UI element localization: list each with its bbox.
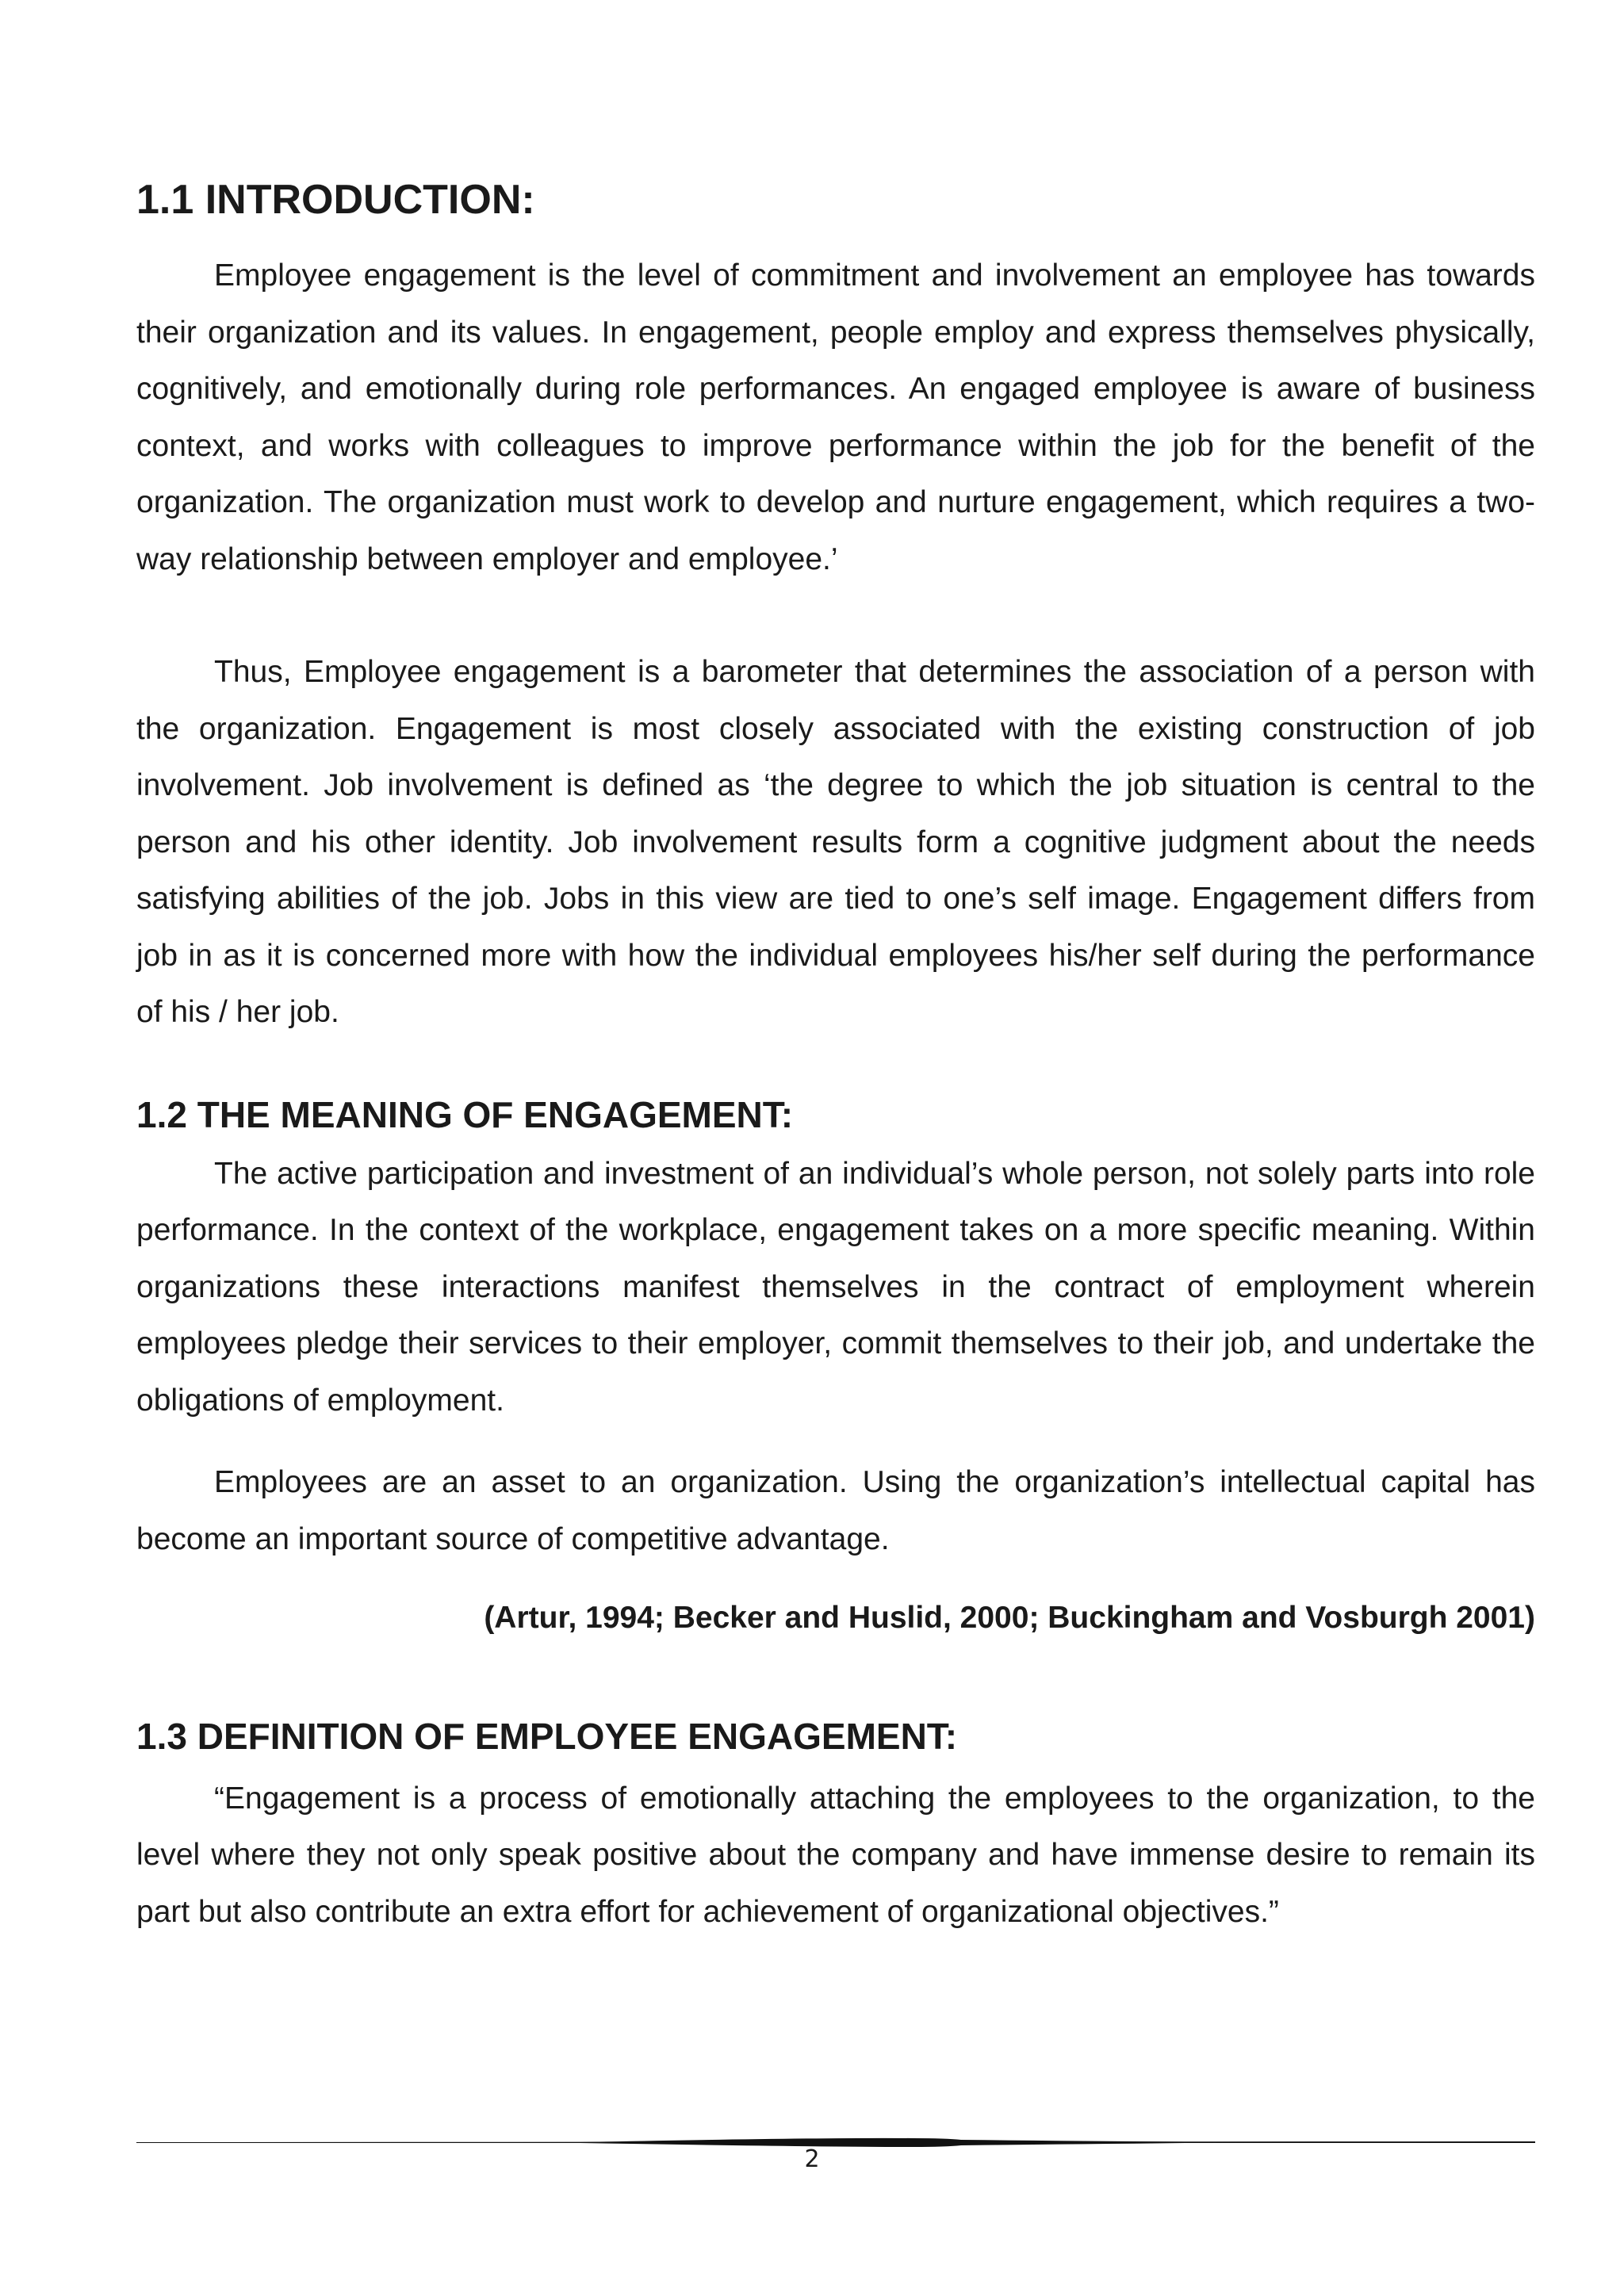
intro-paragraph-2: Thus, Employee engagement is a barometer that determines the association of a person with the organization. Engagement is most closely associated with the existing construction of job involvement. Job involvement is defined as ‘the degree to which the job situation is central to the person and his other identity. Job involvement results form a cognitive judgment about the needs satisfying abilities of the job. Jobs in this view are tied to one’s self image. Engagement differs from job in as it is concerned more with how the individual employees his/her self during the performance of his / her job.: [136, 655, 1535, 1029]
citation-reference: (Artur, 1994; Becker and Huslid, 2000; Buckingham and Vosburgh 2001): [484, 1601, 1535, 1635]
document-page: [136, 168, 1535, 1940]
definition-paragraph-1: “Engagement is a process of emotionally attaching the employees to the organization, to the level where they not only speak positive about the company and have immense desire to remain its part but also contribute an extra effort for achievement of organizational objectives.”: [136, 1781, 1535, 1929]
section-heading-definition: 1.3 DEFINITION OF EMPLOYEE ENGAGEMENT:: [136, 1715, 958, 1757]
meaning-paragraph-2: Employees are an asset to an organization. Using the organization’s intellectual capital has become an important source of competitive advantage.: [136, 1465, 1535, 1556]
section-heading-meaning: 1.2 THE MEANING OF ENGAGEMENT:: [136, 1093, 794, 1135]
meaning-paragraph-1: The active participation and investment of an individual’s whole person, not solely parts into role performance. In the context of the workplace, engagement takes on a more specific meaning. Within organizations these interactions manifest themselves in the contract of employment wherein employees pledge their services to their employer, commit themselves to their job, and undertake the obligations of employment.: [136, 1156, 1535, 1418]
intro-paragraph-1: Employee engagement is the level of commitment and involvement an employee has towards their organization and its values. In engagement, people employ and express themselves physically, cognitively, and emotionally during role performances. An engaged employee is aware of business context, and works with colleagues to improve performance within the job for the benefit of the organization. The organization must work to develop and nurture engagement, which requires a two-way relationship between employer and employee.’: [136, 258, 1535, 576]
page-number: 2: [804, 2145, 820, 2173]
section-heading-introduction: 1.1 INTRODUCTION:: [136, 177, 535, 223]
